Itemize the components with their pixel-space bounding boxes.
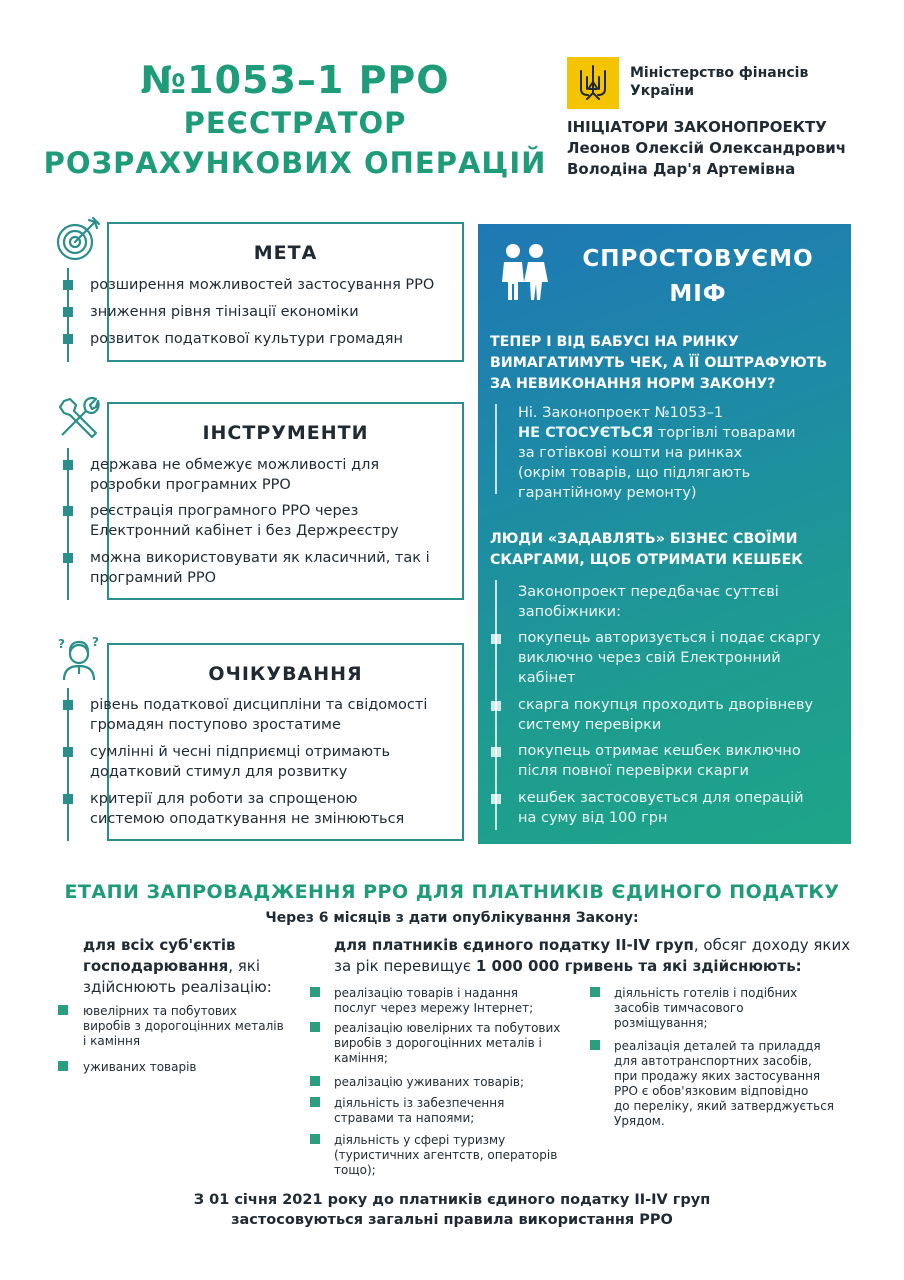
document-title: №1053–1 РРО (140, 58, 450, 102)
goal-item: розвиток податкової культури громадян (90, 331, 403, 347)
stages-title: ЕТАПИ ЗАПРОВАДЖЕННЯ РРО ДЛЯ ПЛАТНИКІВ ЄДИНОГО ПОДАТКУ (64, 881, 840, 903)
left-column-item: ювелірних та побутових виробів з дорогоцінних металів і каміння (83, 1004, 284, 1048)
bullet-icon (310, 1134, 320, 1144)
myth-answer-item: скарга покупця проходить дворівневу систему перевірки (518, 697, 814, 733)
right-column-item: реалізація деталей та приладдя для автотранспортних засобів, при продажу яких застосування РРО є обов'язковим відповідно до переліку, який затверджується Урядом. (614, 1039, 835, 1128)
svg-text:?: ? (58, 637, 65, 651)
bullet-icon (63, 553, 73, 563)
tools-item: держава не обмежує можливості для розробки програмних РРО (90, 457, 380, 493)
myth-answer-item: кешбек застосовується для операцій на суму від 100 грн (518, 790, 804, 826)
bullet-icon (63, 280, 73, 290)
tools-title: ІНСТРУМЕНТИ (202, 422, 369, 444)
middle-column-item: реалізацію уживаних товарів; (334, 1075, 525, 1089)
trident-logo-icon (567, 57, 619, 109)
bullet-icon (590, 1040, 600, 1050)
myth-panel (478, 224, 851, 844)
myth-answer-item: покупець авторизується і подає скаргу виключно через свій Електронний кабінет (518, 630, 821, 686)
middle-column-item: реалізацію ювелірних та побутових виробів з дорогоцінних металів і каміння; (334, 1021, 561, 1065)
thinking-person-icon (56, 634, 102, 686)
tools-icon (56, 395, 102, 445)
myth-divider-line (495, 404, 497, 494)
expectations-divider-line (67, 688, 69, 841)
initiator-name: Леонов Олексій Олександрович (567, 139, 847, 157)
bullet-icon (491, 794, 501, 804)
initiator-name: Володіна Дар'я Артемівна (567, 160, 796, 178)
goal-item: зниження рівня тінізації економіки (90, 304, 359, 320)
middle-column-item: реалізацію товарів і надання послуг через мережу Інтернет; (334, 986, 534, 1015)
bullet-icon (63, 747, 73, 757)
bullet-icon (491, 747, 501, 757)
people-icon (498, 242, 550, 306)
initiators-label: ІНІЦІАТОРИ ЗАКОНОПРОЕКТУ (567, 118, 827, 136)
tools-item: реєстрація програмного РРО через Електронний кабінет і без Держреєстру (90, 503, 399, 539)
initiators-block (567, 117, 846, 180)
target-icon (55, 216, 101, 266)
left-column-heading: для всіх суб'єктів господарювання, які здійснюють реалізацію: (83, 936, 272, 996)
bullet-icon (63, 506, 73, 516)
myth-question-2: ЛЮДИ «ЗАДАВЛЯТЬ» БІЗНЕС СВОЇМИ СКАРГАМИ, ЩОБ ОТРИМАТИ КЕШБЕК (490, 531, 803, 568)
bullet-icon (58, 1061, 68, 1071)
footer-note: З 01 січня 2021 року до платників єдиного податку ІІ-ІV груп застосовуються загальні правила використання РРО (193, 1192, 711, 1228)
middle-column-item: діяльність із забезпечення стравами та напоями; (334, 1096, 505, 1125)
bullet-icon (63, 794, 73, 804)
myth-title: СПРОСТОВУЄМО МІФ (582, 246, 814, 307)
bullet-icon (63, 700, 73, 710)
expectations-item: критерії для роботи за спрощеною системою оподаткування не змінюються (90, 791, 405, 827)
bullet-icon (310, 1022, 320, 1032)
myth-answer-1: Ні. Законопроект №1053–1 НЕ СТОСУЄТЬСЯ торгівлі товарами за готівкові кошти на ринках (окрім товарів, що підлягають гарантійному ремонту) (518, 405, 796, 501)
bullet-icon (590, 987, 600, 997)
ministry-name: Міністерство фінансів України (630, 65, 809, 99)
bullet-icon (491, 634, 501, 644)
bullet-icon (63, 307, 73, 317)
middle-column-heading: для платників єдиного податку ІІ-ІV груп, обсяг доходу яких за рік перевищує 1 000 000 гривень та які здійснюють: (334, 936, 851, 975)
document-subtitle-line2: РОЗРАХУНКОВИХ ОПЕРАЦІЙ (43, 146, 547, 180)
myth-question-1: ТЕПЕР І ВІД БАБУСІ НА РИНКУ ВИМАГАТИМУТЬ ЧЕК, А ЇЇ ОШТРАФУЮТЬ ЗА НЕВИКОНАННЯ НОРМ ЗАКОНУ? (490, 334, 828, 392)
bullet-icon (58, 1005, 68, 1015)
goal-item: розширення можливостей застосування РРО (90, 277, 435, 293)
goal-title: МЕТА (253, 242, 318, 264)
bullet-icon (310, 987, 320, 997)
myth-answer-2-intro: Законопроект передбачає суттєві запобіжники: (518, 584, 779, 620)
left-column-item: уживаних товарів (83, 1060, 197, 1074)
bullet-icon (491, 701, 501, 711)
bullet-icon (63, 334, 73, 344)
stages-subtitle: Через 6 місяців з дати опублікування Закону: (265, 910, 639, 926)
expectations-item: сумлінні й чесні підприємці отримають додатковий стимул для розвитку (90, 744, 391, 780)
bullet-icon (310, 1097, 320, 1107)
right-column-item: діяльність готелів і подібних засобів тимчасового розміщування; (614, 986, 798, 1030)
tools-divider-line (67, 448, 69, 600)
myth-answer-item: покупець отримає кешбек виключно після повної перевірки скарги (518, 743, 801, 779)
document-subtitle-line1: РЕЄСТРАТОР (183, 106, 407, 140)
expectations-item: рівень податкової дисципліни та свідомості громадян поступово зростатиме (90, 697, 428, 733)
middle-column-item: діяльність у сфері туризму (туристичних агентств, операторів тощо); (334, 1133, 558, 1177)
expectations-title: ОЧІКУВАННЯ (208, 663, 363, 685)
tools-item: можна використовувати як класичний, так і програмний РРО (90, 550, 430, 586)
svg-text:?: ? (92, 635, 99, 649)
bullet-icon (63, 460, 73, 470)
bullet-icon (310, 1076, 320, 1086)
